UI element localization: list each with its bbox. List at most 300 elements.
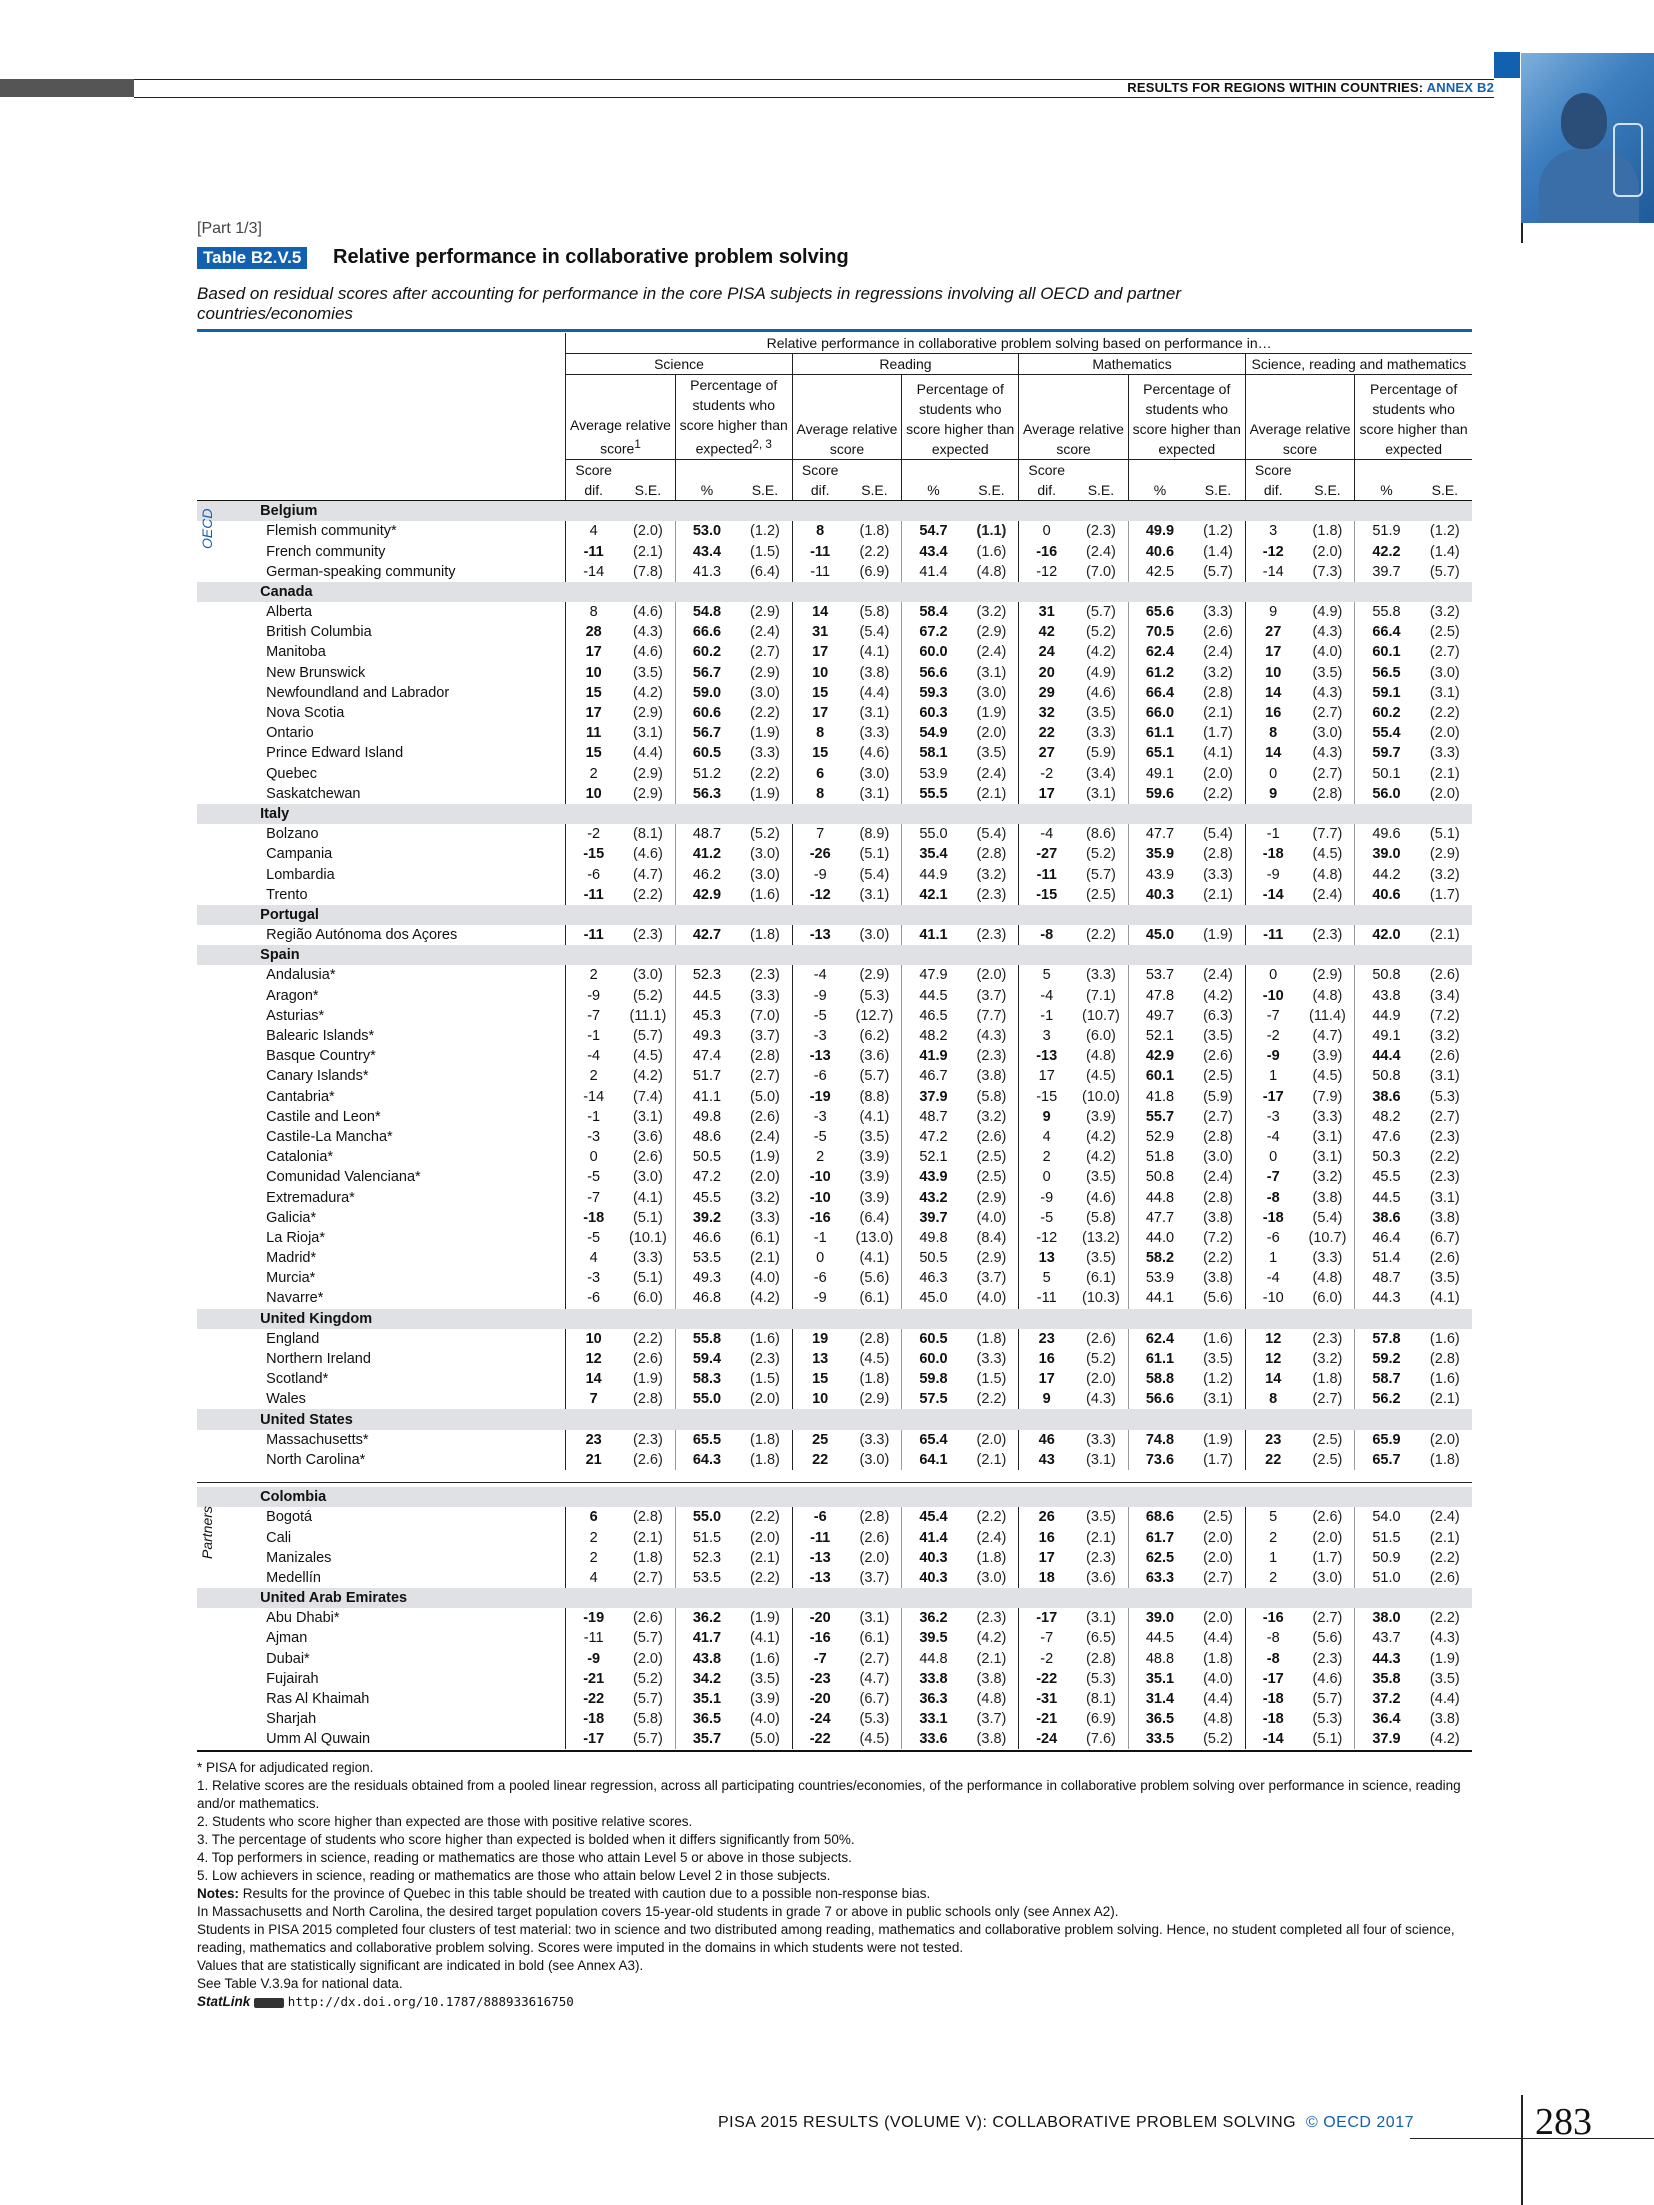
se-cell: (2.7) <box>1312 1610 1343 1627</box>
score-dif-cell: -2 <box>1245 1026 1300 1046</box>
pct-cell: 43.4 <box>902 541 965 561</box>
pct-cell: 49.3 <box>675 1026 738 1046</box>
se-cell: (3.8) <box>1203 1270 1233 1287</box>
score-dif-cell: -3 <box>566 1268 621 1288</box>
se-cell: (5.4) <box>976 826 1007 843</box>
score-dif-cell: -31 <box>1019 1689 1074 1709</box>
score-dif-cell: 9 <box>1019 1389 1074 1409</box>
se-cell: (5.9) <box>1203 1088 1233 1105</box>
table-row <box>197 1248 1472 1268</box>
table-row <box>197 622 1472 642</box>
region-name: Castile and Leon* <box>266 1108 381 1125</box>
table-row <box>197 1006 1472 1026</box>
se-cell: (8.8) <box>859 1088 890 1105</box>
region-name: French community <box>266 543 386 560</box>
se-cell: (3.0) <box>1203 1149 1233 1166</box>
score-dif-cell: -12 <box>1019 562 1074 582</box>
se-cell: (4.1) <box>1203 745 1233 762</box>
se-cell: (3.0) <box>633 967 663 984</box>
se-cell: (3.8) <box>1429 1711 1460 1728</box>
pct-cell: 55.7 <box>1128 1107 1191 1127</box>
pct-cell: 36.4 <box>1355 1709 1418 1729</box>
se-cell: (5.7) <box>633 1028 663 1044</box>
se-cell: (4.1) <box>750 1630 780 1647</box>
score-dif-cell: 0 <box>566 1147 621 1167</box>
se-cell: (2.8) <box>859 1330 890 1347</box>
score-dif-cell: -12 <box>1019 1228 1074 1248</box>
pct-cell: 55.8 <box>1355 602 1418 622</box>
score-dif-cell: 16 <box>1245 703 1300 723</box>
table-row <box>197 642 1472 662</box>
se-cell: (10.7) <box>1308 1229 1347 1246</box>
se-cell: (4.2) <box>750 1290 780 1307</box>
region-name: Ajman <box>266 1630 308 1647</box>
se-cell: (7.7) <box>1312 826 1343 843</box>
se-cell: (3.5) <box>859 1128 890 1145</box>
se-cell: (2.0) <box>1312 543 1343 560</box>
score-dif-cell: 10 <box>792 1389 847 1409</box>
se-cell: (5.8) <box>976 1088 1007 1105</box>
score-dif-cell: 8 <box>1245 1389 1300 1409</box>
score-dif-cell: -15 <box>566 844 621 864</box>
se-cell: (2.1) <box>1086 1529 1116 1546</box>
table-row <box>197 1329 1472 1349</box>
score-dif-cell: 24 <box>1019 642 1074 662</box>
score-dif-cell: 8 <box>792 723 847 743</box>
se-cell: (5.3) <box>859 1711 890 1728</box>
se-cell: (3.3) <box>1086 725 1116 742</box>
country-group-row <box>197 1487 1472 1507</box>
pct-cell: 55.0 <box>902 824 965 844</box>
score-dif-cell: 15 <box>566 743 621 763</box>
se-cell: (2.9) <box>859 1391 890 1408</box>
pct-cell: 52.1 <box>1128 1026 1191 1046</box>
se-cell: (3.3) <box>1312 1250 1343 1267</box>
se-cell: (1.8) <box>976 1330 1007 1347</box>
se-cell: (3.5) <box>1086 705 1116 721</box>
table-row <box>197 885 1472 905</box>
se-cell: (2.4) <box>1086 543 1116 560</box>
pct-cell: 41.8 <box>1128 1086 1191 1106</box>
score-dif-cell: -4 <box>792 965 847 985</box>
pct-cell: 46.5 <box>902 1006 965 1026</box>
pct-cell: 42.2 <box>1355 541 1418 561</box>
score-dif-cell: 19 <box>792 1329 847 1349</box>
pct-cell: 37.9 <box>902 1086 965 1106</box>
se-cell: (3.7) <box>976 1270 1007 1287</box>
score-dif-cell: 14 <box>1245 1369 1300 1389</box>
score-dif-cell: -21 <box>1019 1709 1074 1729</box>
score-dif-cell: -2 <box>566 824 621 844</box>
se-cell: (3.2) <box>1429 1028 1460 1044</box>
score-dif-cell: 17 <box>1019 784 1074 804</box>
score-dif-cell: 1 <box>1245 1066 1300 1086</box>
region-name: Canary Islands* <box>266 1068 369 1085</box>
score-dif-cell: -9 <box>792 864 847 884</box>
se-cell: (2.4) <box>976 765 1007 782</box>
score-dif-cell: 17 <box>792 642 847 662</box>
pct-cell: 60.5 <box>675 743 738 763</box>
table-row <box>197 1208 1472 1228</box>
pct-cell: 46.7 <box>902 1066 965 1086</box>
table-row <box>197 1046 1472 1066</box>
se-cell: (1.7) <box>1429 886 1460 903</box>
se-cell: (1.6) <box>750 1650 780 1667</box>
country-group-row <box>197 1409 1472 1429</box>
pct-cell: 53.7 <box>1128 965 1191 985</box>
se-cell: (3.9) <box>859 1149 890 1166</box>
score-dif-cell: 0 <box>1019 521 1074 541</box>
pct-cell: 44.8 <box>902 1649 965 1669</box>
pct-cell: 49.8 <box>675 1107 738 1127</box>
score-dif-cell: 17 <box>566 642 621 662</box>
pct-cell: 50.9 <box>1355 1548 1418 1568</box>
score-dif-cell: 11 <box>566 723 621 743</box>
se-cell: (2.2) <box>1429 1610 1460 1627</box>
pct-cell: 68.6 <box>1128 1507 1191 1527</box>
group-header-mathematics: Mathematics <box>1019 354 1246 375</box>
se-cell: (2.9) <box>976 1189 1007 1206</box>
se-cell: (2.1) <box>976 785 1007 802</box>
score-dif-cell: -5 <box>792 1006 847 1026</box>
pct-cell: 53.0 <box>675 521 738 541</box>
pct-cell: 39.0 <box>1128 1608 1191 1628</box>
se-cell: (5.1) <box>859 846 890 863</box>
score-dif-cell: 8 <box>1245 723 1300 743</box>
pct-header: % <box>902 460 965 501</box>
score-dif-cell: 5 <box>1019 965 1074 985</box>
se-cell: (8.4) <box>976 1229 1007 1246</box>
table-row <box>197 763 1472 783</box>
region-name: Massachusetts* <box>266 1431 369 1448</box>
se-cell: (13.2) <box>1082 1229 1120 1246</box>
country-name-colombia: Colombia <box>222 1487 1472 1507</box>
pct-cell: 66.6 <box>675 622 738 642</box>
se-cell: (2.3) <box>1086 1549 1116 1566</box>
score-dif-cell: -20 <box>792 1689 847 1709</box>
score-dif-cell: -19 <box>566 1608 621 1628</box>
pct-cell: 44.0 <box>1128 1228 1191 1248</box>
pct-cell: 47.4 <box>675 1046 738 1066</box>
score-dif-cell: -5 <box>792 1127 847 1147</box>
table-row <box>197 1228 1472 1248</box>
pct-cell: 53.5 <box>675 1568 738 1588</box>
se-cell: (5.7) <box>633 1731 663 1748</box>
pct-cell: 36.5 <box>675 1709 738 1729</box>
se-cell: (11.4) <box>1309 1007 1346 1024</box>
score-dif-cell: -18 <box>1245 844 1300 864</box>
score-dif-cell: -6 <box>566 1288 621 1308</box>
se-cell: (4.6) <box>633 644 663 661</box>
table-notes <box>197 1759 1477 2011</box>
pct-cell: 48.7 <box>1355 1268 1418 1288</box>
group-header-combined: Science, reading and mathematics <box>1245 354 1472 375</box>
se-header: S.E. <box>621 460 675 501</box>
se-cell: (2.9) <box>750 604 780 621</box>
se-cell: (1.8) <box>1312 1371 1343 1388</box>
pct-cell: 47.7 <box>1128 824 1191 844</box>
se-cell: (3.1) <box>633 725 663 742</box>
score-dif-cell: -16 <box>1019 541 1074 561</box>
pct-cell: 60.5 <box>902 1329 965 1349</box>
se-cell: (4.7) <box>859 1670 890 1687</box>
score-dif-cell: -26 <box>792 844 847 864</box>
se-cell: (5.3) <box>859 987 890 1004</box>
pct-cell: 33.1 <box>902 1709 965 1729</box>
se-cell: (1.1) <box>976 523 1007 540</box>
table-row <box>197 1729 1472 1749</box>
se-cell: (2.6) <box>633 1351 663 1367</box>
se-cell: (6.4) <box>859 1209 890 1226</box>
pct-cell: 40.3 <box>902 1548 965 1568</box>
score-dif-cell: 26 <box>1019 1507 1074 1527</box>
score-dif-cell: -10 <box>1245 1288 1300 1308</box>
pct-cell: 60.6 <box>675 703 738 723</box>
table-row <box>197 1369 1472 1389</box>
se-cell: (2.9) <box>633 705 663 721</box>
pct-cell: 56.3 <box>675 784 738 804</box>
pct-cell: 44.9 <box>1355 1006 1418 1026</box>
pct-header-mathematics: Percentage of students who score higher than expected <box>1128 375 1245 460</box>
pct-cell: 43.8 <box>1355 986 1418 1006</box>
pct-cell: 48.7 <box>675 824 738 844</box>
pct-cell: 39.7 <box>1355 562 1418 582</box>
score-dif-cell: -17 <box>1245 1669 1300 1689</box>
pct-cell: 51.0 <box>1355 1568 1418 1588</box>
pct-cell: 44.9 <box>902 864 965 884</box>
score-dif-cell: 23 <box>566 1430 621 1450</box>
score-dif-cell: 16 <box>1019 1527 1074 1547</box>
score-dif-cell: 31 <box>1019 602 1074 622</box>
se-cell: (2.3) <box>1429 1128 1460 1145</box>
pct-cell: 66.0 <box>1128 703 1191 723</box>
se-cell: (1.8) <box>750 1451 780 1468</box>
se-cell: (1.6) <box>976 543 1007 560</box>
se-cell: (2.8) <box>976 846 1007 863</box>
score-dif-cell: 13 <box>1019 1248 1074 1268</box>
pct-cell: 51.2 <box>675 763 738 783</box>
se-cell: (4.2) <box>633 1068 663 1085</box>
note-5: 5. Low achievers in science, reading or mathematics are those who attain below Level 2 in those subjects. <box>197 1868 831 1884</box>
pct-cell: 39.2 <box>675 1208 738 1228</box>
se-cell: (1.6) <box>750 1330 780 1347</box>
se-cell: (2.2) <box>1429 705 1460 721</box>
pct-cell: 44.3 <box>1355 1649 1418 1669</box>
pct-cell: 48.6 <box>675 1127 738 1147</box>
pct-cell: 41.3 <box>675 562 738 582</box>
pct-cell: 38.6 <box>1355 1208 1418 1228</box>
score-dif-cell: -1 <box>1019 1006 1074 1026</box>
region-name: Nova Scotia <box>266 705 345 721</box>
score-dif-cell: -18 <box>566 1208 621 1228</box>
se-cell: (3.5) <box>1429 1670 1460 1687</box>
se-cell: (3.3) <box>633 1250 663 1267</box>
table-row <box>197 1086 1472 1106</box>
score-dif-cell: -11 <box>566 925 621 945</box>
score-dif-cell: 4 <box>1019 1127 1074 1147</box>
se-cell: (2.8) <box>1203 684 1233 701</box>
se-cell: (2.2) <box>976 1391 1007 1408</box>
score-dif-cell: -11 <box>566 885 621 905</box>
se-cell: (4.6) <box>1312 1670 1343 1687</box>
se-cell: (3.0) <box>1312 1569 1343 1586</box>
pct-cell: 60.0 <box>902 1349 965 1369</box>
se-cell: (1.9) <box>750 725 780 742</box>
se-cell: (3.1) <box>1203 1391 1233 1408</box>
se-cell: (3.0) <box>1312 725 1343 742</box>
region-name: Manitoba <box>266 644 326 661</box>
se-cell: (5.3) <box>1312 1711 1343 1728</box>
se-cell: (4.2) <box>1086 644 1116 661</box>
se-cell: (4.5) <box>1312 1068 1343 1085</box>
se-cell: (2.0) <box>633 523 663 540</box>
se-cell: (4.9) <box>1312 604 1343 621</box>
score-dif-cell: 1 <box>1245 1548 1300 1568</box>
se-cell: (2.2) <box>1086 927 1116 944</box>
se-cell: (6.3) <box>1203 1007 1233 1024</box>
se-cell: (2.3) <box>1312 1650 1343 1667</box>
score-dif-cell: 2 <box>566 1066 621 1086</box>
pct-cell: 44.8 <box>1128 1187 1191 1207</box>
running-title: RESULTS FOR REGIONS WITHIN COUNTRIES: ANNEX B2 <box>1127 80 1494 95</box>
region-name: Northern Ireland <box>266 1351 371 1367</box>
pct-cell: 55.4 <box>1355 723 1418 743</box>
pct-cell: 37.2 <box>1355 1689 1418 1709</box>
se-cell: (5.7) <box>1086 866 1116 883</box>
pct-cell: 60.1 <box>1128 1066 1191 1086</box>
super-header: Relative performance in collaborative problem solving based on performance in… <box>566 333 1472 354</box>
table-row <box>197 965 1472 985</box>
se-cell: (2.4) <box>1312 886 1343 903</box>
se-cell: (1.2) <box>1203 523 1233 540</box>
pct-cell: 61.1 <box>1128 1349 1191 1369</box>
pct-cell: 46.2 <box>675 864 738 884</box>
score-dif-cell: 0 <box>792 1248 847 1268</box>
pct-cell: 50.8 <box>1128 1167 1191 1187</box>
score-dif-cell: -6 <box>792 1066 847 1086</box>
score-dif-cell: 8 <box>792 784 847 804</box>
pct-cell: 50.1 <box>1355 763 1418 783</box>
se-cell: (2.7) <box>1203 1569 1233 1586</box>
se-cell: (2.0) <box>1429 1431 1460 1448</box>
se-cell: (3.7) <box>976 987 1007 1004</box>
se-cell: (11.1) <box>629 1007 667 1024</box>
pct-cell: 40.3 <box>902 1568 965 1588</box>
score-dif-cell: -7 <box>792 1649 847 1669</box>
statlink-icon <box>254 1998 284 2008</box>
score-dif-cell: -8 <box>1245 1187 1300 1207</box>
header-rule-lower <box>134 97 1494 98</box>
se-cell: (4.7) <box>1312 1028 1343 1044</box>
score-dif-cell: -7 <box>1245 1006 1300 1026</box>
pct-cell: 58.8 <box>1128 1369 1191 1389</box>
score-dif-cell: 14 <box>1245 683 1300 703</box>
pct-cell: 49.9 <box>1128 521 1191 541</box>
se-cell: (2.1) <box>1429 765 1460 782</box>
se-cell: (2.0) <box>1086 1371 1116 1388</box>
se-cell: (5.7) <box>1203 563 1233 580</box>
score-dif-cell: -13 <box>792 925 847 945</box>
se-header: S.E. <box>1074 460 1128 501</box>
se-cell: (5.2) <box>750 826 780 843</box>
score-dif-cell: 22 <box>1019 723 1074 743</box>
pct-cell: 41.9 <box>902 1046 965 1066</box>
pct-cell: 59.4 <box>675 1349 738 1369</box>
pct-cell: 51.9 <box>1355 521 1418 541</box>
se-cell: (2.9) <box>1312 967 1343 984</box>
score-dif-cell: 28 <box>566 622 621 642</box>
pct-cell: 54.7 <box>902 521 965 541</box>
se-cell: (4.2) <box>1086 1149 1116 1166</box>
score-dif-cell: 6 <box>566 1507 621 1527</box>
table-row <box>197 521 1472 541</box>
se-cell: (4.8) <box>1203 1711 1233 1728</box>
score-dif-cell: 2 <box>792 1147 847 1167</box>
se-cell: (2.6) <box>1429 1250 1460 1267</box>
se-cell: (4.9) <box>1086 664 1116 681</box>
se-cell: (7.4) <box>633 1088 663 1105</box>
score-dif-cell: -8 <box>1019 925 1074 945</box>
table-row <box>197 1709 1472 1729</box>
se-cell: (3.7) <box>859 1569 890 1586</box>
table-row <box>197 1548 1472 1568</box>
se-cell: (4.2) <box>633 684 663 701</box>
se-cell: (4.2) <box>976 1630 1007 1647</box>
se-cell: (5.7) <box>633 1630 663 1647</box>
se-cell: (3.0) <box>750 866 780 883</box>
se-cell: (3.1) <box>1429 1068 1460 1085</box>
se-cell: (2.8) <box>1429 1351 1460 1367</box>
se-cell: (2.1) <box>633 1529 663 1546</box>
table-row <box>197 784 1472 804</box>
se-cell: (5.8) <box>1086 1209 1116 1226</box>
pct-cell: 45.0 <box>1128 925 1191 945</box>
se-cell: (3.5) <box>1203 1028 1233 1044</box>
pct-cell: 33.5 <box>1128 1729 1191 1749</box>
pct-cell: 31.4 <box>1128 1689 1191 1709</box>
region-name: Prince Edward Island <box>266 745 404 762</box>
se-cell: (3.7) <box>750 1028 780 1044</box>
pct-cell: 36.2 <box>902 1608 965 1628</box>
se-cell: (5.2) <box>1203 1731 1233 1748</box>
pct-cell: 45.5 <box>675 1187 738 1207</box>
se-cell: (7.7) <box>976 1007 1007 1024</box>
se-header: S.E. <box>1418 460 1472 501</box>
footer-rule-vertical <box>1521 2095 1523 2205</box>
score-dif-cell: 0 <box>1245 1147 1300 1167</box>
pct-cell: 43.4 <box>675 541 738 561</box>
se-cell: (4.0) <box>976 1290 1007 1307</box>
score-dif-cell: 4 <box>566 1568 621 1588</box>
score-dif-cell: 23 <box>1019 1329 1074 1349</box>
se-cell: (3.3) <box>976 1351 1007 1367</box>
se-cell: (3.3) <box>1312 1108 1343 1125</box>
se-cell: (1.9) <box>750 785 780 802</box>
score-dif-cell: 17 <box>566 703 621 723</box>
region-name: Medellín <box>266 1569 321 1586</box>
statlink-url[interactable]: http://dx.doi.org/10.1787/888933616750 <box>287 1994 574 2010</box>
pct-cell: 33.6 <box>902 1729 965 1749</box>
table-row <box>197 1187 1472 1207</box>
score-dif-cell: 14 <box>1245 743 1300 763</box>
region-name: Manizales <box>266 1549 332 1566</box>
se-cell: (2.3) <box>1429 1169 1460 1186</box>
se-cell: (1.2) <box>1203 1371 1233 1388</box>
pct-cell: 44.5 <box>675 986 738 1006</box>
score-dif-cell: -13 <box>792 1548 847 1568</box>
se-cell: (2.4) <box>1203 1169 1233 1186</box>
se-cell: (3.8) <box>1312 1189 1343 1206</box>
